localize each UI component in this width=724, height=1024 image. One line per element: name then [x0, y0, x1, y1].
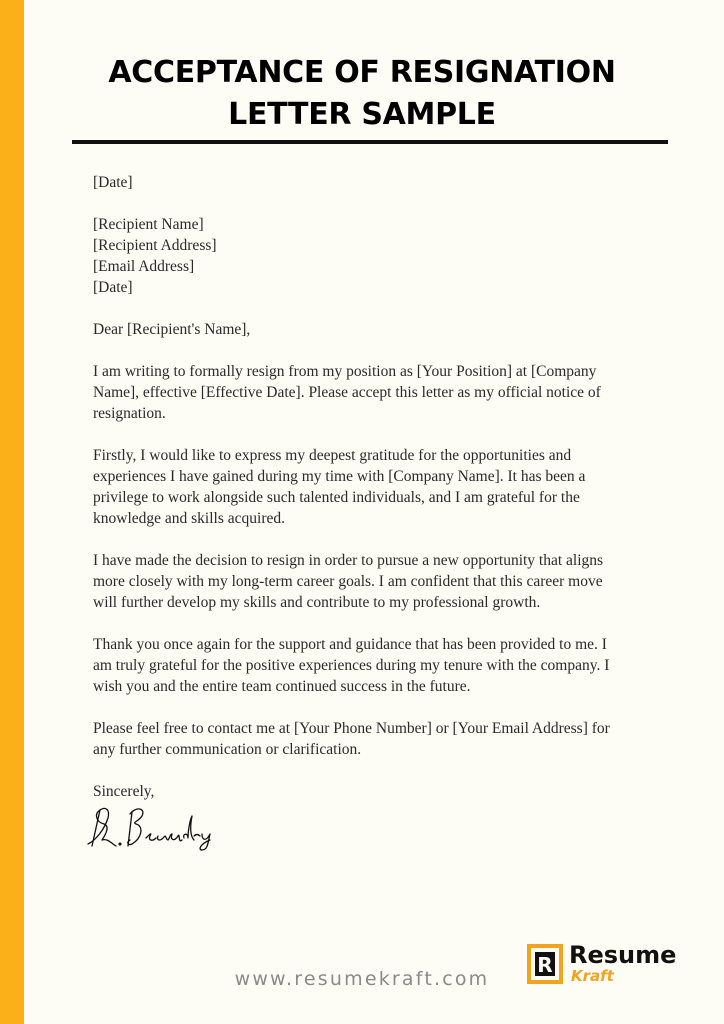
paragraph-line: knowledge and skills acquired. [93, 510, 285, 527]
paragraph-line: Thank you once again for the support and guidance that has been provided to me. I [93, 636, 607, 653]
title-divider [72, 140, 668, 144]
recipient-block [93, 214, 653, 298]
paragraph-2 [93, 445, 653, 529]
title-line-2: LETTER SAMPLE [228, 97, 496, 132]
resumekraft-logo [523, 940, 683, 990]
paragraph-line: experiences I have gained during my time with [Company Name]. It has been a [93, 468, 586, 485]
paragraph-line: resignation. [93, 405, 166, 422]
letter-body [93, 172, 653, 823]
paragraph-1 [93, 361, 653, 424]
logo-subword: Kraft [571, 967, 614, 985]
paragraph-line: any further communication or clarification. [93, 741, 362, 758]
logo-mark-icon [527, 944, 563, 984]
recipient-email: [Email Address] [93, 258, 195, 275]
handwritten-signature [86, 800, 226, 852]
recipient-name: [Recipient Name] [93, 216, 204, 233]
paragraph-4 [93, 634, 653, 697]
logo-wordmark: Resume [569, 941, 677, 969]
paragraph-line: privilege to work alongside such talented individuals, and I am grateful for the [93, 489, 580, 506]
paragraph-line: wish you and the entire team continued success in the future. [93, 678, 471, 695]
svg-text:R: R [537, 953, 553, 977]
title-line-1: ACCEPTANCE OF RESIGNATION [108, 55, 616, 90]
paragraph-line: I am writing to formally resign from my position as [Your Position] at [Company [93, 363, 597, 380]
paragraph-line: I have made the decision to resign in order to pursue a new opportunity that aligns [93, 552, 604, 569]
paragraph-line: Name], effective [Effective Date]. Please accept this letter as my official notice of [93, 384, 601, 401]
paragraph-3 [93, 550, 653, 613]
paragraph-line: will further develop my skills and contribute to my professional growth. [93, 594, 541, 611]
page-title [60, 52, 664, 136]
letter-date: [Date] [93, 174, 133, 191]
closing: Sincerely, [93, 783, 155, 800]
paragraph-line: am truly grateful for the positive experiences during my tenure with the company. I [93, 657, 610, 674]
recipient-date: [Date] [93, 279, 133, 296]
paragraph-line: Please feel free to contact me at [Your Phone Number] or [Your Email Address] for [93, 720, 610, 737]
paragraph-5 [93, 718, 653, 760]
footer-website-link[interactable]: www.resumekraft.com [234, 968, 490, 990]
paragraph-line: more closely with my long-term career goals. I am confident that this career move [93, 573, 603, 590]
recipient-address: [Recipient Address] [93, 237, 217, 254]
salutation: Dear [Recipient's Name], [93, 321, 251, 338]
accent-sidebar [0, 0, 24, 1024]
paragraph-line: Firstly, I would like to express my deepest gratitude for the opportunities and [93, 447, 572, 464]
